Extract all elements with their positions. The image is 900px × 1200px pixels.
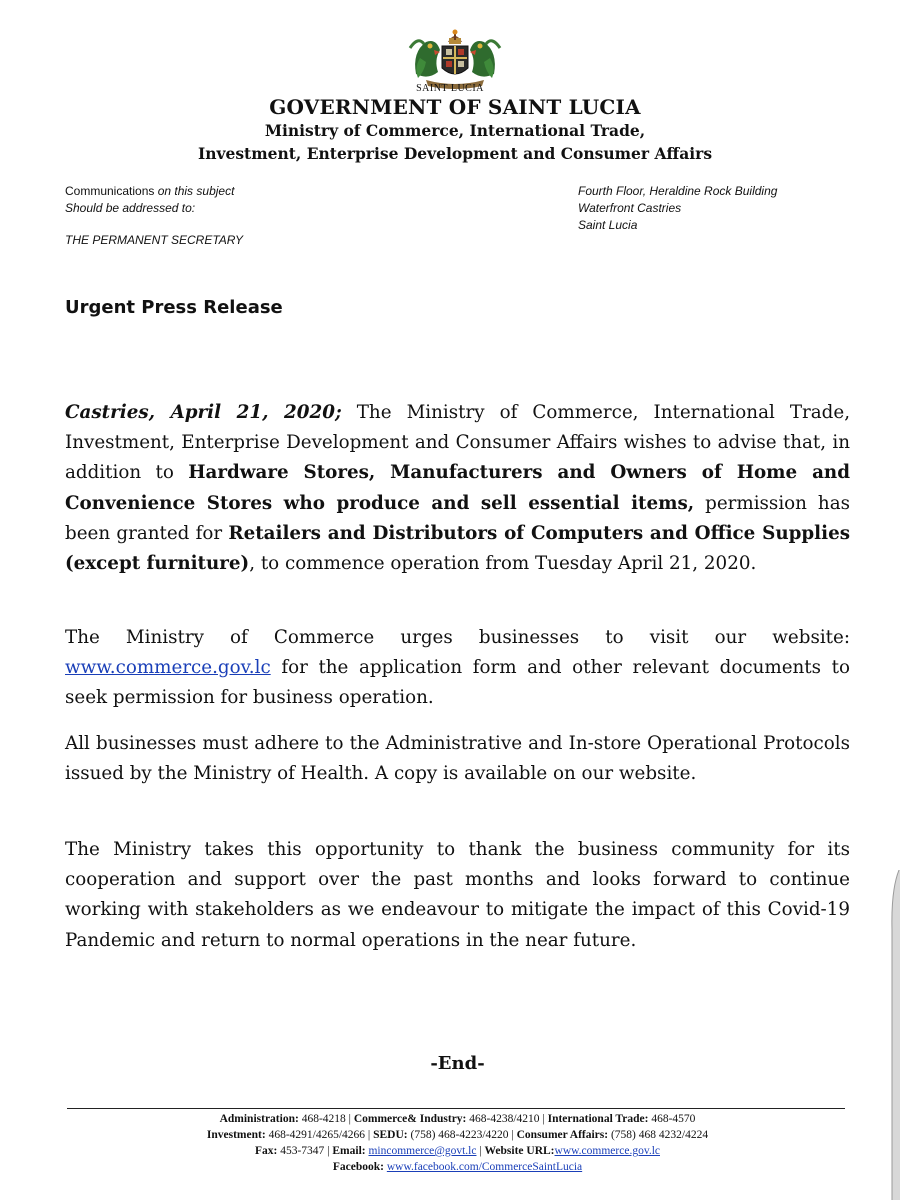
ministry-address bbox=[578, 183, 777, 234]
website-label: Website URL: bbox=[484, 1145, 555, 1157]
admin-label: Administration: bbox=[219, 1113, 299, 1125]
investment-label: Investment: bbox=[206, 1129, 266, 1141]
facebook-link[interactable]: www.facebook.com/CommerceSaintLucia bbox=[386, 1161, 583, 1173]
para1-text-1: The Ministry of Commerce, International Trade, Investment, Enterprise Development and Consumer Affairs wishes to advise that, in addition to bbox=[65, 402, 851, 484]
ministry-name-line2: Investment, Enterprise Development and Consumer Affairs bbox=[197, 144, 713, 163]
intl-trade-label: International Trade: bbox=[547, 1113, 649, 1125]
communications-note bbox=[65, 183, 234, 217]
sedu-label: SEDU: bbox=[373, 1129, 408, 1141]
crest-label: SAINT LUCIA bbox=[416, 83, 484, 94]
para2-text-1: The Ministry of Commerce urges businesses to visit our website: bbox=[65, 627, 850, 648]
address-line2: Waterfront Castries bbox=[578, 201, 682, 215]
facebook-label: Facebook: bbox=[332, 1161, 384, 1173]
addressed-to: Should be addressed to: bbox=[65, 201, 196, 215]
paragraph-thanks: The Ministry takes this opportunity to thank the business community for its cooperation and support over the past months and looks forward to continue working with stakeholders as we endeavour to mitigate the impact of this Covid-19 Pandemic and return to normal operations in the near future. bbox=[65, 839, 850, 951]
footer-line4 bbox=[0, 1160, 900, 1176]
permanent-secretary: THE PERMANENT SECRETARY bbox=[65, 233, 244, 247]
on-this-subject: on this subject bbox=[157, 184, 235, 198]
investment-phone: 468-4291/4265/4266 bbox=[265, 1129, 366, 1141]
para1-text-3: , to commence operation from Tuesday April 21, 2020. bbox=[249, 553, 757, 575]
address-line1: Fourth Floor, Heraldine Rock Building bbox=[578, 184, 778, 198]
consumer-affairs-label: Consumer Affairs: bbox=[516, 1129, 609, 1141]
end-mark: -End- bbox=[430, 1053, 485, 1074]
address-line3: Saint Lucia bbox=[578, 218, 638, 232]
para1-bold-1: Hardware Stores, Manufacturers and Owners of Home and Convenience Stores who produce and sell essential items, bbox=[65, 462, 850, 514]
email-label: Email: bbox=[332, 1145, 366, 1157]
sep: | bbox=[476, 1145, 485, 1157]
para1-bold-2: Retailers and Distributors of Computers and Office Supplies (except furniture) bbox=[65, 522, 850, 575]
intl-trade-phone: 468-4570 bbox=[648, 1113, 696, 1125]
fax-label: Fax: bbox=[254, 1145, 278, 1157]
footer-line1 bbox=[0, 1112, 900, 1128]
paragraph-protocols: All businesses must adhere to the Administrative and In-store Operational Protocols issued by the Ministry of Health. A copy is available on our website. bbox=[65, 733, 850, 785]
commerce-label: Commerce& Industry: bbox=[353, 1113, 467, 1125]
paragraph-website bbox=[65, 623, 850, 714]
sep: | bbox=[345, 1113, 354, 1125]
footer-line3 bbox=[0, 1144, 900, 1160]
dateline: Castries, April 21, 2020; bbox=[65, 402, 342, 423]
para1-text-2: permission has been granted for bbox=[65, 492, 850, 544]
paragraph-announcement bbox=[65, 398, 850, 579]
sedu-phone: (758) 468-4223/4220 bbox=[407, 1129, 509, 1141]
press-release-heading: Urgent Press Release bbox=[65, 297, 283, 318]
para2-text-2: for the application form and other relevant documents to seek permission for business operation. bbox=[65, 657, 850, 709]
page-edge-shadow bbox=[888, 870, 900, 1200]
sep: | bbox=[365, 1129, 374, 1141]
ministry-name-line1: Ministry of Commerce, International Trade, bbox=[264, 121, 646, 140]
footer-divider bbox=[67, 1108, 845, 1109]
sep: | bbox=[508, 1129, 517, 1141]
government-title: GOVERNMENT OF SAINT LUCIA bbox=[269, 95, 641, 119]
commerce-website-link[interactable]: www.commerce.gov.lc bbox=[65, 657, 271, 679]
admin-phone: 468-4218 bbox=[298, 1113, 346, 1125]
sep: | bbox=[324, 1145, 333, 1157]
communications-word: Communications bbox=[65, 184, 158, 198]
sep: | bbox=[539, 1113, 548, 1125]
website-link[interactable]: www.commerce.gov.lc bbox=[554, 1145, 660, 1157]
email-link[interactable]: mincommerce@govt.lc bbox=[368, 1145, 477, 1157]
fax-number: 453-7347 bbox=[277, 1145, 325, 1157]
footer-line2 bbox=[0, 1128, 900, 1144]
commerce-phone: 468-4238/4210 bbox=[466, 1113, 540, 1125]
consumer-affairs-phone: (758) 468 4232/4224 bbox=[608, 1129, 709, 1141]
